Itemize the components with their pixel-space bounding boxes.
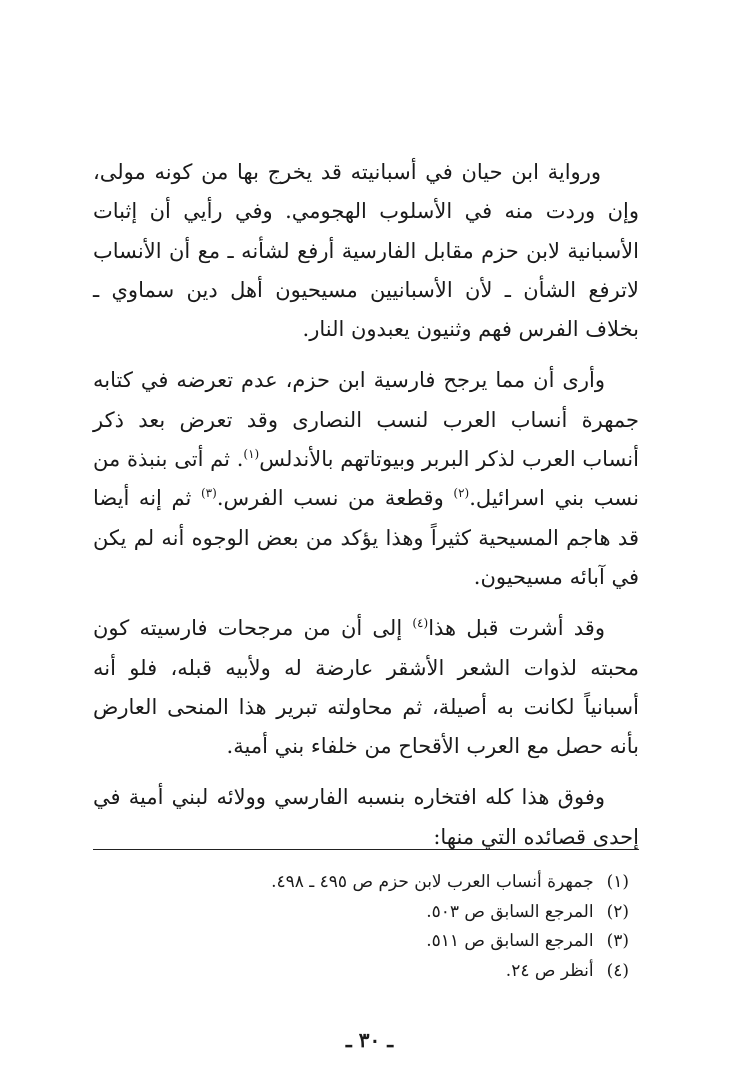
paragraph-2: [93, 361, 639, 597]
paragraph-4: [93, 778, 639, 857]
paragraph-text: وقد أشرت قبل هذا: [428, 616, 605, 641]
page-number: ـ ٣٠ ـ: [345, 1028, 394, 1052]
footnote-ref-2[interactable]: (٢): [453, 486, 470, 501]
paragraph-text: ورواية ابن حيان في أسبانيته قد يخرج بها من كونه مولى، وإن وردت منه في الأسلوب الهجومي. وفي رأيي أن إثبات الأسبانية لابن حزم مقابل الفارسية أرفع لشأنه ـ مع أن الأنساب لاترفع الشأن ـ لأن الأسبانيين مسيحيون أهل دين سماوي ـ بخلاف الفرس فهم وثنيون يعبدون النار.: [93, 160, 639, 342]
footnote-text: المرجع السابق ص ٥٠٣.: [426, 901, 594, 922]
paragraph-text: . ثم أتى بنبذة من نسب بني اسرائيل.: [93, 447, 639, 511]
paragraph-text: إلى أن من مرجحات فارسيته كون محبته لذوات الشعر الأشقر عارضة له ولأبيه قبله، فلو أنه أسبانياً لكانت به أصيلة، ثم محاولته تبرير هذا المنحى العارض بأنه حصل مع العرب الأقحاح من خلفاء بني أمية.: [93, 616, 639, 759]
footnote-item: [93, 927, 639, 957]
paragraph-text: وأرى أن مما يرجح فارسية ابن حزم، عدم تعرضه في كتابه جمهرة أنساب العرب لنسب النصارى وقد تعرض بعد ذكر أنساب العرب لذكر البربر وبيوتاتهم بالأندلس: [93, 368, 639, 472]
footnote-ref-3[interactable]: (٣): [200, 486, 217, 501]
paragraph-1: [93, 153, 639, 349]
footnote-text: المرجع السابق ص ٥١١.: [426, 931, 594, 951]
footnote-text: أنظر ص ٢٤.: [505, 960, 594, 981]
main-text: [93, 153, 639, 869]
footnote-item: [93, 868, 639, 898]
paragraph-text: وفوق هذا كله افتخاره بنسبه الفارسي وولائه لبني أمية في إحدى قصائده التي منها:: [93, 785, 639, 849]
footnote-item: [93, 957, 639, 987]
footnote-number: (١): [606, 872, 629, 892]
footnote-ref-1[interactable]: (١): [243, 447, 260, 462]
footnote-text: جمهرة أنساب العرب لابن حزم ص ٤٩٥ ـ ٤٩٨.: [271, 872, 594, 892]
footnote-number: (٤): [606, 960, 629, 981]
footnote-number: (٣): [606, 931, 629, 951]
footnote-ref-4[interactable]: (٤): [412, 616, 429, 631]
footnotes-list: [93, 868, 639, 986]
paragraph-text: ثم إنه أيضا قد هاجم المسيحية كثيراً وهذا يؤكد من بعض الوجوه أنه لم يكن في آبائه مسيحيون.: [93, 486, 639, 589]
footnote-divider: [93, 849, 639, 850]
paragraph-3: [93, 609, 639, 766]
footnote-number: (٢): [606, 901, 629, 922]
footnote-item: [93, 898, 639, 928]
paragraph-text: وقطعة من نسب الفرس.: [216, 486, 454, 511]
